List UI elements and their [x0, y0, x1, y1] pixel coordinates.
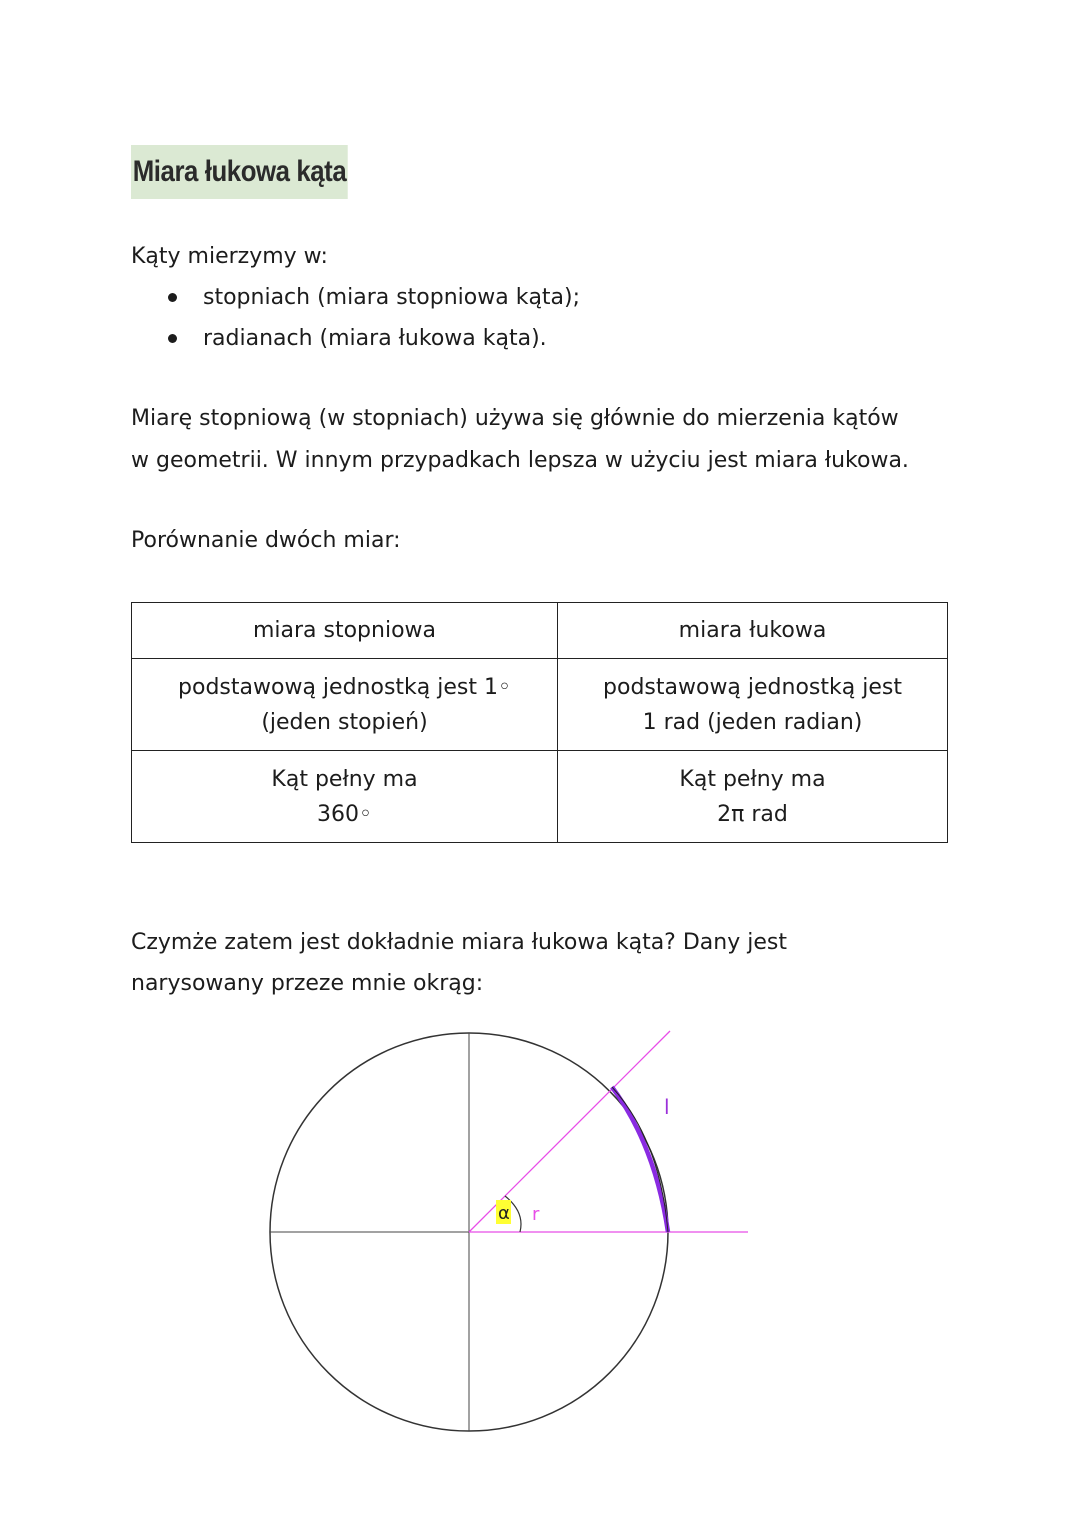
l-label: l [664, 1095, 670, 1119]
bullet-text: stopniach (miara stopniowa kąta); [203, 285, 581, 310]
cell-line: 360◦ [317, 801, 372, 827]
question-line: Czymże zatem jest dokładnie miara łukowa kąta? Dany jest [131, 930, 787, 955]
circle-diagram [250, 1020, 760, 1470]
table-cell [558, 659, 948, 751]
bullet-list [131, 277, 580, 359]
alpha-label: α [498, 1203, 510, 1224]
comparison-table [131, 602, 948, 843]
arc-thin [612, 1087, 668, 1232]
table-row [132, 659, 948, 751]
cell-line: podstawową jednostką jest 1◦ [178, 674, 511, 700]
table-row [132, 603, 948, 659]
table-cell [132, 751, 558, 843]
list-item [131, 318, 580, 359]
r-label: r [532, 1204, 540, 1225]
bullet-text: radianach (miara łukowa kąta). [203, 326, 547, 351]
cell-line: Kąt pełny ma [679, 766, 826, 792]
cell-line: (jeden stopień) [261, 709, 428, 735]
cell-line: 1 rad (jeden radian) [642, 709, 863, 735]
table-cell [558, 751, 948, 843]
cell-line: 2π rad [717, 801, 788, 827]
cell-line: podstawową jednostką jest [603, 674, 902, 700]
intro-text: Kąty mierzymy w: [131, 244, 328, 269]
bullet-dot-icon [168, 293, 177, 302]
header-cell-radians: miara łukowa [558, 603, 948, 659]
arc-length [612, 1087, 668, 1232]
bullet-dot-icon [168, 334, 177, 343]
table-row [132, 751, 948, 843]
paragraph-line: w geometrii. W innym przypadkach lepsza w użyciu jest miara łukowa. [131, 448, 909, 473]
page-title: Miara łukowa kąta [131, 145, 348, 199]
list-item [131, 277, 580, 318]
paragraph [131, 398, 909, 482]
header-cell-degrees: miara stopniowa [132, 603, 558, 659]
compare-label: Porównanie dwóch miar: [131, 528, 401, 553]
cell-line: Kąt pełny ma [271, 766, 418, 792]
question-line: narysowany przeze mnie okrąg: [131, 971, 484, 996]
table-cell [132, 659, 558, 751]
paragraph-line: Miarę stopniową (w stopniach) używa się głównie do mierzenia kątów [131, 406, 899, 431]
